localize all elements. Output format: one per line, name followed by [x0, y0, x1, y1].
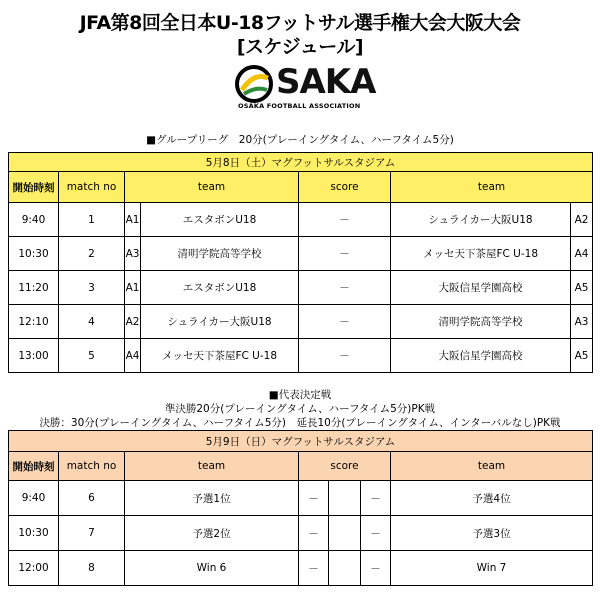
osaka-fa-logo	[232, 62, 376, 112]
cell-team-2: 予選3位	[391, 516, 593, 551]
cell-team-2: Win 7	[391, 551, 593, 586]
cell-score-mid	[329, 481, 361, 516]
header-team-2: team	[391, 452, 593, 481]
table-row	[9, 516, 593, 551]
day2-banner: 5月9日（日）マグフットサルスタジアム	[9, 431, 593, 452]
table-row	[9, 305, 593, 339]
cell-team-2: シュライカー大阪U18	[391, 203, 571, 237]
cell-time: 12:00	[9, 551, 59, 586]
table-row	[9, 203, 593, 237]
group-stage-table	[8, 152, 593, 373]
cell-team-2: 予選4位	[391, 481, 593, 516]
header-match-no: match no	[59, 452, 125, 481]
cell-time: 9:40	[9, 203, 59, 237]
header-start-time: 開始時刻	[9, 452, 59, 481]
header-team-1: team	[125, 172, 299, 203]
final-caption-2: 準決勝20分(プレーイングタイム、ハーフタイム5分)PK戦	[164, 403, 436, 415]
cell-score: －	[299, 339, 391, 373]
header-team-1: team	[125, 452, 299, 481]
cell-match-no: 5	[59, 339, 125, 373]
final-caption-3: 決勝：30分(プレーイングタイム、ハーフタイム5分) 延長10分(プレーイングタイム、インターバルなし)PK戦	[39, 417, 561, 429]
table-row	[9, 481, 593, 516]
cell-match-no: 6	[59, 481, 125, 516]
table-row	[9, 551, 593, 586]
cell-score-2: －	[361, 481, 391, 516]
cell-score-2: －	[361, 551, 391, 586]
cell-time: 9:40	[9, 481, 59, 516]
logo-wordmark: SAKA	[276, 62, 376, 102]
cell-group-2: A5	[571, 271, 593, 305]
cell-time: 12:10	[9, 305, 59, 339]
cell-score: －	[299, 271, 391, 305]
cell-group-1: A2	[125, 305, 141, 339]
cell-team-1: 予選1位	[125, 481, 299, 516]
final-caption-1: ■代表決定戦	[268, 389, 332, 401]
cell-team-1: エスタボンU18	[141, 203, 299, 237]
cell-score-1: －	[299, 551, 329, 586]
cell-time: 11:20	[9, 271, 59, 305]
cell-match-no: 2	[59, 237, 125, 271]
cell-score-2: －	[361, 516, 391, 551]
cell-team-1: 清明学院高等学校	[141, 237, 299, 271]
cell-group-2: A5	[571, 339, 593, 373]
group-caption: ■グループリーグ 20分(プレーイングタイム、ハーフタイム5分)	[146, 134, 454, 146]
cell-time: 10:30	[9, 516, 59, 551]
header-start-time: 開始時刻	[9, 172, 59, 203]
cell-group-2: A4	[571, 237, 593, 271]
table-row	[9, 339, 593, 373]
table-row	[9, 271, 593, 305]
cell-match-no: 7	[59, 516, 125, 551]
cell-group-2: A2	[571, 203, 593, 237]
logo-subtitle: OSAKA FOOTBALL ASSOCIATION	[238, 102, 361, 110]
cell-team-2: メッセ天下茶屋FC U-18	[391, 237, 571, 271]
header-match-no: match no	[59, 172, 125, 203]
cell-match-no: 8	[59, 551, 125, 586]
cell-team-2: 清明学院高等学校	[391, 305, 571, 339]
header-team-2: team	[391, 172, 593, 203]
cell-score-mid	[329, 516, 361, 551]
cell-team-1: メッセ天下茶屋FC U-18	[141, 339, 299, 373]
cell-time: 10:30	[9, 237, 59, 271]
cell-group-1: A1	[125, 271, 141, 305]
cell-team-2: 大阪信星学園高校	[391, 339, 571, 373]
header-score: score	[299, 452, 391, 481]
cell-team-1: シュライカー大阪U18	[141, 305, 299, 339]
cell-group-1: A3	[125, 237, 141, 271]
cell-team-2: 大阪信星学園高校	[391, 271, 571, 305]
cell-match-no: 4	[59, 305, 125, 339]
header-score: score	[299, 172, 391, 203]
cell-score-1: －	[299, 481, 329, 516]
cell-group-1: A4	[125, 339, 141, 373]
page-title: JFA第8回全日本U-18フットサル選手権大会大阪大会	[79, 12, 521, 34]
day1-banner: 5月8日（土）マグフットサルスタジアム	[9, 153, 593, 172]
cell-team-1: Win 6	[125, 551, 299, 586]
cell-group-2: A3	[571, 305, 593, 339]
final-stage-table	[8, 430, 593, 586]
cell-team-1: 予選2位	[125, 516, 299, 551]
cell-score-1: －	[299, 516, 329, 551]
cell-group-1: A1	[125, 203, 141, 237]
cell-time: 13:00	[9, 339, 59, 373]
cell-score: －	[299, 305, 391, 339]
soccer-ball-icon	[234, 64, 274, 104]
cell-score-mid	[329, 551, 361, 586]
cell-match-no: 1	[59, 203, 125, 237]
cell-score: －	[299, 203, 391, 237]
cell-team-1: エスタボンU18	[141, 271, 299, 305]
table-row	[9, 237, 593, 271]
cell-score: －	[299, 237, 391, 271]
cell-match-no: 3	[59, 271, 125, 305]
page-subtitle: [スケジュール]	[236, 36, 364, 58]
